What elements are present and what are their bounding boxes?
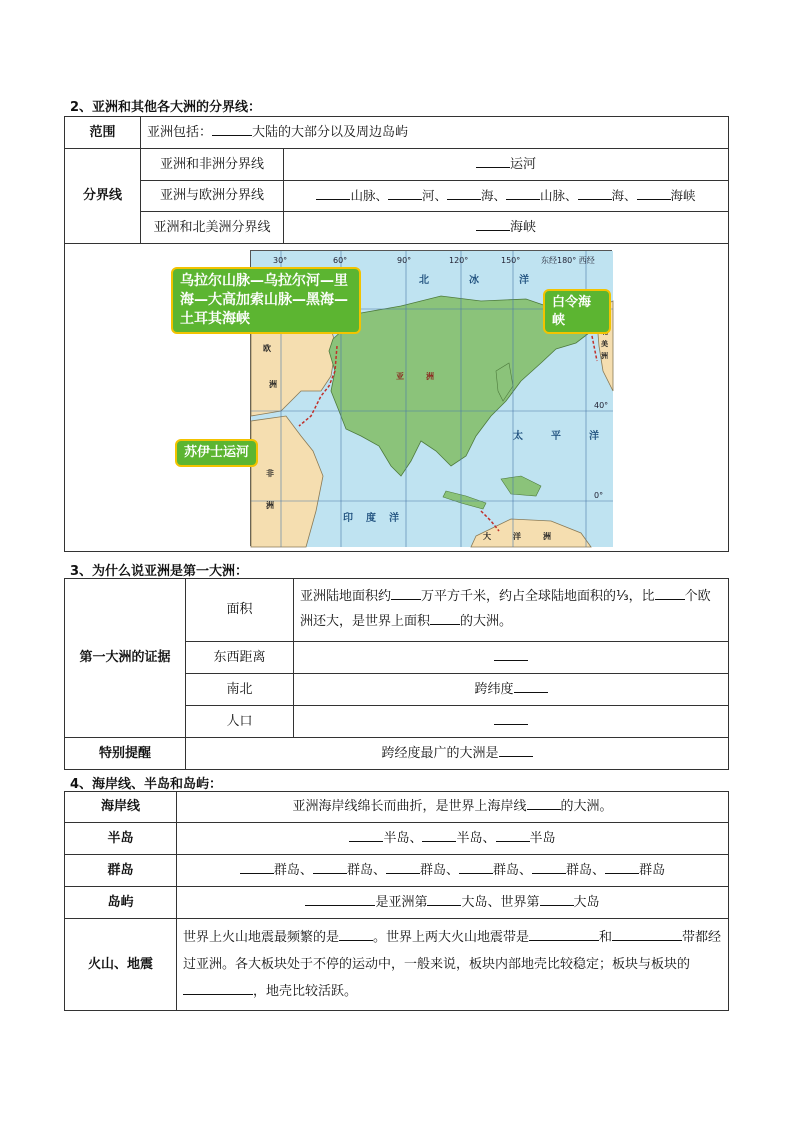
lon-label: 东经180° 西经 — [541, 256, 595, 265]
svg-text:洋: 洋 — [389, 513, 399, 524]
lat-label: 40° — [594, 401, 609, 410]
scope-label: 范围 — [65, 117, 141, 149]
boundary-row-answer: 海峡 — [284, 212, 729, 244]
lon-label: 60° — [333, 256, 348, 265]
boundary-row-answer: 运河 — [284, 149, 729, 181]
lat-label: 0° — [594, 491, 604, 500]
coast-label: 海岸线 — [65, 792, 177, 823]
lon-label: 90° — [397, 256, 412, 265]
svg-text:冰: 冰 — [469, 275, 479, 286]
lon-label: 150° — [501, 256, 521, 265]
volcano-label: 火山、地震 — [65, 919, 177, 1011]
peninsula-answer: 半岛、 半岛、 半岛 — [177, 823, 729, 855]
boundary-row-name: 亚洲与欧洲分界线 — [141, 181, 284, 212]
svg-text:洲: 洲 — [601, 352, 608, 360]
svg-text:洋: 洋 — [519, 275, 529, 286]
boundary-table — [64, 116, 729, 552]
svg-text:平: 平 — [551, 431, 561, 442]
east-west-answer — [294, 642, 729, 674]
volcano-text: 世界上火山地震最频繁的是 。世界上两大火山地震带是 和 带都经过亚洲。各大板块处于不停的运动中，一般来说，板块内部地壳比较稳定；板块与板块的，地壳比较活跃。 — [177, 919, 729, 1011]
asia-boundary-map — [180, 250, 612, 546]
east-west-label: 东西距离 — [186, 642, 294, 674]
svg-text:北: 北 — [419, 275, 429, 286]
ural-boundary-callout: 乌拉尔山脉—乌拉尔河—里海—大高加索山脉—黑海—土耳其海峡 — [171, 267, 361, 334]
peninsula-label: 半岛 — [65, 823, 177, 855]
area-label: 面积 — [186, 579, 294, 642]
map-cell — [65, 244, 729, 552]
section2-heading: 2、亚洲和其他各大洲的分界线： — [70, 100, 262, 115]
lon-label: 120° — [449, 256, 469, 265]
boundary-label: 分界线 — [65, 149, 141, 244]
svg-text:欧: 欧 — [263, 344, 271, 353]
svg-text:美: 美 — [601, 340, 608, 348]
svg-text:亚: 亚 — [396, 372, 404, 381]
svg-text:洲: 洲 — [543, 532, 551, 541]
svg-text:洋: 洋 — [513, 532, 521, 541]
north-south-answer: 跨纬度 — [294, 674, 729, 706]
svg-text:洲: 洲 — [426, 372, 434, 381]
bering-strait-callout: 白令海峡 — [543, 289, 611, 334]
population-label: 人口 — [186, 706, 294, 738]
section3-heading: 3、为什么说亚洲是第一大洲： — [70, 564, 249, 579]
coast-text: 亚洲海岸线绵长而曲折，是世界上海岸线 的大洲。 — [177, 792, 729, 823]
svg-text:印: 印 — [343, 513, 353, 524]
reminder-text: 跨经度最广的大洲是 — [186, 738, 729, 770]
svg-text:洲: 洲 — [266, 501, 274, 510]
island-answer: 是亚洲第 大岛、世界第 大岛 — [177, 887, 729, 919]
reminder-label: 特别提醒 — [65, 738, 186, 770]
archipelago-answer: 群岛、 群岛、 群岛、 群岛、 群岛、 群岛 — [177, 855, 729, 887]
svg-text:大: 大 — [483, 532, 491, 541]
evidence-label: 第一大洲的证据 — [65, 579, 186, 738]
svg-text:度: 度 — [366, 513, 376, 524]
largest-continent-table — [64, 578, 729, 770]
boundary-row-answer: 山脉、 河、 海、 山脉、 海、 海峡 — [284, 181, 729, 212]
svg-text:洲: 洲 — [269, 380, 277, 389]
section4-heading: 4、海岸线、半岛和岛屿： — [70, 777, 223, 792]
svg-text:非: 非 — [266, 469, 274, 478]
lon-label: 30° — [273, 256, 288, 265]
north-south-label: 南北 — [186, 674, 294, 706]
island-label: 岛屿 — [65, 887, 177, 919]
coastline-table — [64, 791, 729, 1011]
boundary-row-name: 亚洲和北美洲分界线 — [141, 212, 284, 244]
scope-text: 亚洲包括： 大陆的大部分以及周边岛屿 — [141, 117, 729, 149]
population-answer — [294, 706, 729, 738]
suez-canal-callout: 苏伊士运河 — [175, 439, 258, 467]
boundary-row-name: 亚洲和非洲分界线 — [141, 149, 284, 181]
svg-text:太: 太 — [513, 431, 523, 442]
svg-text:洋: 洋 — [589, 431, 599, 442]
archipelago-label: 群岛 — [65, 855, 177, 887]
area-text: 亚洲陆地面积约 万平方千米，约占全球陆地面积的⅓，比 个欧洲还大，是世界上面积 的大洲。 — [294, 579, 729, 642]
indian-ocean-label — [343, 511, 399, 524]
